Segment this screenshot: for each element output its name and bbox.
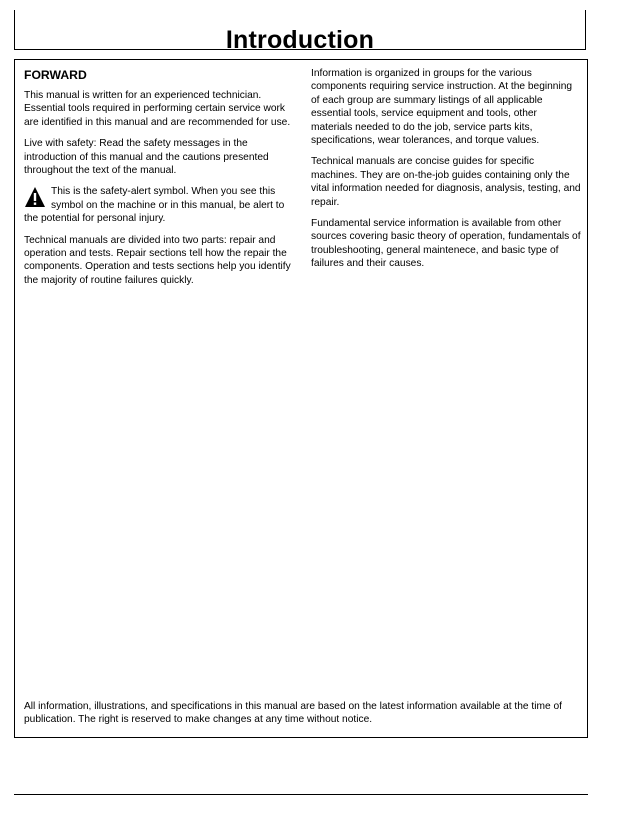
title-box <box>14 10 586 54</box>
bottom-divider <box>14 794 588 795</box>
right-column <box>311 67 581 279</box>
manual-parts-paragraph: Technical manuals are divided into two parts: repair and operation and tests. Repair sections tell how the repair the components. Operation and tests sections help you identify the majority of routine failures quickly. <box>24 234 291 286</box>
intro-paragraph: This manual is written for an experienced technician. Essential tools required in performing certain service work are identified in this manual and are recommended for use. <box>24 90 291 128</box>
left-column <box>24 67 294 295</box>
safety-alert-note <box>24 185 294 225</box>
safety-paragraph: Live with safety: Read the safety messages in the introduction of this manual and the cautions presented throughout the text of the manual. <box>24 138 269 177</box>
safety-alert-text: This is the safety-alert symbol. When you see this symbol on the machine or in this manual, be alert to the potential for personal injury. <box>24 186 285 225</box>
concise-guides-paragraph: Technical manuals are concise guides for specific machines. They are on-the-job guides containing only the vital information needed for diagnosis, analysis, testing, and repair. <box>311 156 581 208</box>
organization-paragraph: Information is organized in groups for the various components requiring service instruction. At the beginning of each group are summary listings of all applicable essential tools, service equipment and tools, other materials needed to do the job, service parts kits, specifications, wear tolerances, and torque values. <box>311 68 573 147</box>
section-heading: FORWARD <box>24 68 87 82</box>
fundamental-info-paragraph: Fundamental service information is available from other sources covering basic theory of operation, fundamentals of troubleshooting, general maintenece, and basic type of failures and their causes. <box>311 218 581 270</box>
disclaimer-note: All information, illustrations, and specifications in this manual are based on the latest information available at the time of publication. The right is reserved to make changes at any time without notice. <box>24 701 562 726</box>
warning-triangle-icon <box>24 186 46 208</box>
page-title: Introduction <box>225 26 375 54</box>
content-box <box>14 59 588 738</box>
